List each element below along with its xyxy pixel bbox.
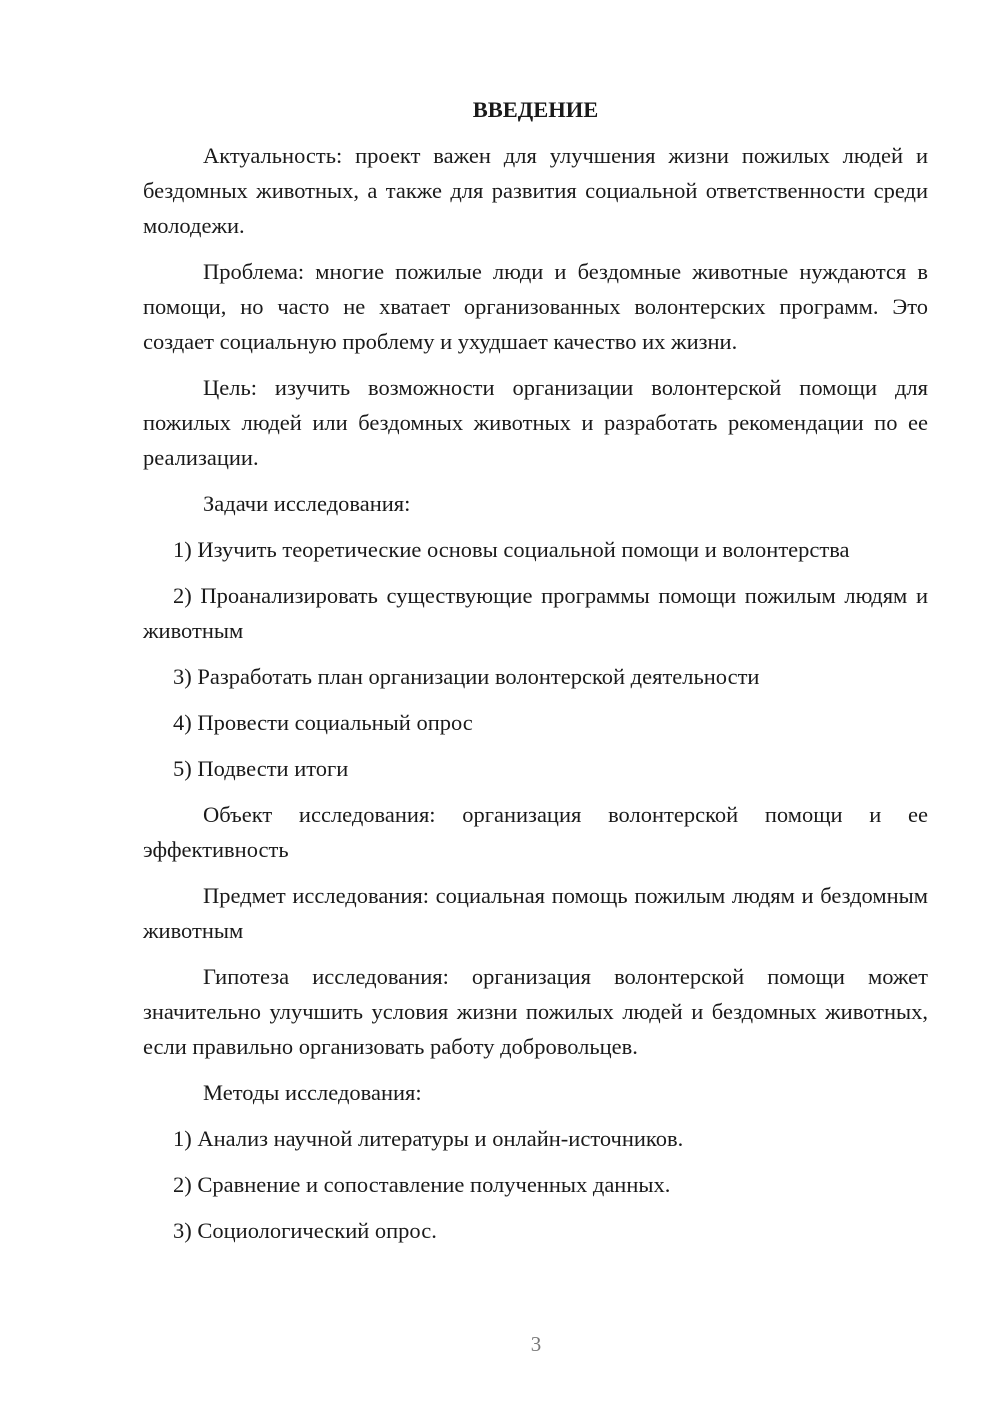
paragraph-hypothesis: Гипотеза исследования: организация волонтерской помощи может значительно улучшить условия жизни пожилых людей и бездомных животных, если правильно организовать работу добровольцев.	[143, 964, 928, 1059]
list-item-task-3: 3) Разработать план организации волонтерской деятельности	[173, 664, 760, 689]
list-item-task-2: 2) Проанализировать существующие программы помощи пожилым людям и животным	[143, 583, 928, 643]
paragraph-relevance: Актуальность: проект важен для улучшения жизни пожилых людей и бездомных животных, а также для развития социальной ответственности среди молодежи.	[143, 143, 928, 238]
paragraph-methods-heading: Методы исследования:	[203, 1080, 422, 1105]
paragraph-object: Объект исследования: организация волонтерской помощи и ее эффективность	[143, 802, 928, 862]
list-item-method-3: 3) Социологический опрос.	[173, 1218, 437, 1243]
paragraph-problem: Проблема: многие пожилые люди и бездомные животные нуждаются в помощи, но часто не хватает организованных волонтерских программ. Это создает социальную проблему и ухудшает качество их жизни.	[143, 259, 928, 354]
paragraph-subject: Предмет исследования: социальная помощь пожилым людям и бездомным животным	[143, 883, 928, 943]
paragraph-goal: Цель: изучить возможности организации волонтерской помощи для пожилых людей или бездомных животных и разработать рекомендации по ее реализации.	[143, 375, 928, 470]
paragraph-tasks-heading: Задачи исследования:	[203, 491, 411, 516]
page-number: 3	[530, 1332, 542, 1356]
list-item-task-5: 5) Подвести итоги	[173, 756, 349, 781]
list-item-task-1: 1) Изучить теоретические основы социальной помощи и волонтерства	[173, 537, 850, 562]
list-item-method-1: 1) Анализ научной литературы и онлайн-источников.	[173, 1126, 684, 1151]
list-item-method-2: 2) Сравнение и сопоставление полученных данных.	[173, 1172, 671, 1197]
list-item-task-4: 4) Провести социальный опрос	[173, 710, 473, 735]
document-page	[143, 92, 928, 1259]
section-title: ВВЕДЕНИЕ	[472, 97, 599, 122]
